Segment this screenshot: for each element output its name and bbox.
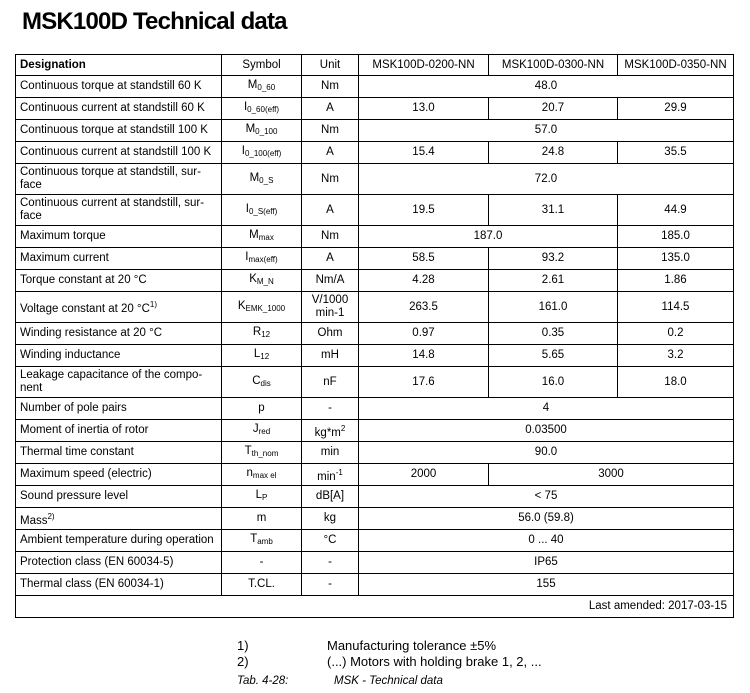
symbol-subscript: 12 (261, 330, 271, 339)
value-cell: 2000 (359, 464, 489, 486)
unit-text: - (328, 578, 332, 590)
unit-text: Nm (321, 124, 339, 136)
symbol-cell (222, 292, 302, 323)
unit-text: A (326, 102, 334, 114)
symbol-cell (222, 345, 302, 367)
designation-text: Moment of inertia of rotor (20, 424, 149, 436)
value-cell: 18.0 (618, 367, 734, 398)
designation-text: Continuous torque at standstill 60 K (20, 80, 202, 92)
unit-cell (302, 486, 359, 508)
designation-text: Number of pole pairs (20, 402, 127, 414)
table-header-row (16, 55, 734, 76)
unit-text: kg*m (314, 426, 341, 439)
symbol-subscript: P (262, 493, 268, 502)
designation-text: Voltage constant at 20 °C (20, 303, 150, 315)
value-cell: 56.0 (59.8) (359, 508, 734, 530)
designation-cell (16, 574, 222, 596)
value-cell: 35.5 (618, 142, 734, 164)
symbol-subscript: 0_S (259, 175, 274, 185)
symbol-cell (222, 323, 302, 345)
symbol-subscript: 0_60 (257, 83, 276, 92)
table-row (16, 270, 734, 292)
unit-cell (302, 530, 359, 552)
table-row (16, 164, 734, 195)
table-row (16, 464, 734, 486)
unit-cell: V/1000 min-1 (302, 292, 359, 323)
unit-cell (302, 195, 359, 226)
symbol-main: T.CL. (248, 578, 275, 590)
value-cell: 114.5 (618, 292, 734, 323)
designation-text: Continuous torque at standstill 100 K (20, 124, 208, 136)
header-model-0300: MSK100D-0300-NN (489, 55, 618, 76)
value-cell: 185.0 (618, 226, 734, 248)
value-cell: 0.97 (359, 323, 489, 345)
unit-text: Nm (321, 172, 339, 185)
value-cell: 2.61 (489, 270, 618, 292)
table-row (16, 323, 734, 345)
table-row (16, 574, 734, 596)
symbol-main: M (245, 123, 256, 135)
symbol-main: T (244, 445, 252, 457)
value-cell: 19.5 (359, 195, 489, 226)
symbol-main: - (259, 556, 264, 568)
unit-text: nF (323, 375, 337, 388)
value-cell: 161.0 (489, 292, 618, 323)
header-model-0200: MSK100D-0200-NN (359, 55, 489, 76)
symbol-cell (222, 464, 302, 486)
designation-cell (16, 120, 222, 142)
designation-cell (16, 270, 222, 292)
value-cell: 24.8 (489, 142, 618, 164)
table-row (16, 398, 734, 420)
value-cell: 0 ... 40 (359, 530, 734, 552)
table-row (16, 292, 734, 323)
designation-cell (16, 398, 222, 420)
symbol-subscript: 12 (260, 352, 270, 361)
header-unit: Unit (302, 55, 359, 76)
unit-cell (302, 552, 359, 574)
symbol-subscript: 0_100(eff) (244, 149, 282, 158)
symbol-main: M (247, 79, 258, 91)
unit-cell (302, 420, 359, 442)
footnotes (237, 638, 542, 670)
value-cell: 5.65 (489, 345, 618, 367)
symbol-subscript: amb (257, 537, 273, 546)
caption-label: Tab. 4-28: (237, 675, 289, 687)
table-row (16, 248, 734, 270)
symbol-main: L (253, 348, 261, 360)
value-cell: 1.86 (618, 270, 734, 292)
table-row (16, 508, 734, 530)
value-cell: 135.0 (618, 248, 734, 270)
value-cell: 17.6 (359, 367, 489, 398)
symbol-cell (222, 398, 302, 420)
symbol-cell (222, 195, 302, 226)
unit-text: Nm/A (315, 274, 345, 286)
designation-text: Mass (20, 514, 48, 527)
unit-text: kg (323, 512, 337, 524)
designation-text: Ambient temperature during operation (20, 534, 214, 546)
unit-text: dB[A] (315, 490, 345, 502)
unit-text: Nm (321, 80, 339, 92)
unit-text: Nm (321, 230, 339, 242)
symbol-main: K (237, 299, 246, 312)
footnote-marker: 1) (149, 300, 158, 309)
unit-superscript: 2 (340, 423, 346, 433)
symbol-cell (222, 574, 302, 596)
unit-cell (302, 76, 359, 98)
symbol-subscript: EMK_1000 (245, 303, 286, 313)
header-model-0350: MSK100D-0350-NN (618, 55, 734, 76)
designation-text: Sound pressure level (20, 490, 129, 502)
symbol-cell (222, 248, 302, 270)
designation-text: Continuous current at standstill 100 K (20, 146, 212, 158)
designation-cell (16, 226, 222, 248)
value-cell: 263.5 (359, 292, 489, 323)
unit-cell (302, 120, 359, 142)
table-row (16, 420, 734, 442)
footnote-1 (237, 638, 542, 654)
value-cell: 0.2 (618, 323, 734, 345)
value-cell: 15.4 (359, 142, 489, 164)
value-cell: 48.0 (359, 76, 734, 98)
symbol-main: T (250, 533, 258, 545)
footnote-2 (237, 654, 542, 670)
value-cell: 4 (359, 398, 734, 420)
symbol-cell (222, 420, 302, 442)
designation-text: Thermal class (EN 60034-1) (20, 578, 164, 590)
designation-cell (16, 248, 222, 270)
footnote-number: 1) (237, 638, 249, 653)
designation-text: Maximum torque (20, 230, 106, 242)
value-cell: < 75 (359, 486, 734, 508)
unit-text: A (326, 146, 334, 158)
designation-cell (16, 486, 222, 508)
symbol-main: R (252, 326, 262, 338)
symbol-subscript: max(eff) (248, 255, 278, 264)
value-cell: 0.03500 (359, 420, 734, 442)
last-amended: Last amended: 2017-03-15 (16, 596, 734, 618)
value-cell: 4.28 (359, 270, 489, 292)
value-cell: 20.7 (489, 98, 618, 120)
unit-cell (302, 164, 359, 195)
symbol-main: M (249, 229, 259, 241)
unit-cell (302, 464, 359, 486)
symbol-main: n (246, 467, 253, 479)
symbol-subscript: M_N (256, 277, 274, 286)
symbol-subscript: 0_60(eff) (247, 105, 280, 114)
technical-data-table (15, 54, 734, 618)
symbol-subscript: 0_100 (255, 127, 278, 136)
footnote-number: 2) (237, 654, 249, 669)
symbol-subscript: max el (252, 471, 277, 480)
symbol-main: I (243, 101, 248, 113)
designation-text: Torque constant at 20 °C (20, 274, 147, 286)
symbol-subscript: red (258, 427, 271, 436)
unit-text: A (326, 252, 334, 264)
unit-cell (302, 574, 359, 596)
designation-cell (16, 142, 222, 164)
value-cell: 57.0 (359, 120, 734, 142)
designation-cell (16, 442, 222, 464)
designation-cell (16, 76, 222, 98)
symbol-subscript: max (258, 233, 274, 242)
unit-cell (302, 345, 359, 367)
table-row (16, 345, 734, 367)
symbol-main: K (249, 273, 257, 285)
designation-cell (16, 345, 222, 367)
unit-cell (302, 508, 359, 530)
designation-text: Winding inductance (20, 349, 121, 361)
table-row (16, 367, 734, 398)
unit-text: min (320, 446, 340, 458)
designation-cell (16, 464, 222, 486)
unit-cell (302, 398, 359, 420)
unit-text: Ohm (317, 327, 343, 339)
designation-cell (16, 292, 222, 323)
symbol-cell (222, 530, 302, 552)
symbol-cell (222, 552, 302, 574)
value-cell: 72.0 (359, 164, 734, 195)
value-cell: 3.2 (618, 345, 734, 367)
symbol-main: M (249, 171, 260, 184)
symbol-main: I (245, 202, 249, 215)
footnote-text: (...) Motors with holding brake 1, 2, ... (327, 654, 542, 669)
unit-text: min (317, 470, 336, 483)
designation-cell (16, 530, 222, 552)
table-row (16, 98, 734, 120)
value-cell: IP65 (359, 552, 734, 574)
unit-text: mH (321, 349, 339, 361)
value-cell: 44.9 (618, 195, 734, 226)
unit-cell (302, 226, 359, 248)
symbol-subscript: th_nom (251, 449, 279, 458)
symbol-cell (222, 367, 302, 398)
unit-cell (302, 367, 359, 398)
unit-cell (302, 442, 359, 464)
unit-text: - (328, 402, 332, 414)
unit-cell (302, 323, 359, 345)
symbol-cell (222, 508, 302, 530)
value-cell: 93.2 (489, 248, 618, 270)
symbol-cell (222, 226, 302, 248)
page-title: MSK100D Technical data (22, 8, 287, 35)
designation-cell (16, 98, 222, 120)
symbol-cell (222, 120, 302, 142)
unit-cell (302, 248, 359, 270)
symbol-main: J (252, 423, 259, 435)
symbol-cell (222, 76, 302, 98)
value-cell: 3000 (489, 464, 734, 486)
value-cell: 13.0 (359, 98, 489, 120)
symbol-cell (222, 98, 302, 120)
designation-cell (16, 552, 222, 574)
designation-cell: Continuous current at standstill, sur- face (16, 195, 222, 226)
designation-cell: Leakage capacitance of the compo- nent (16, 367, 222, 398)
symbol-main: m (256, 512, 267, 524)
table-row (16, 142, 734, 164)
unit-text: A (326, 203, 334, 216)
table-row (16, 76, 734, 98)
symbol-main: L (255, 489, 263, 501)
symbol-cell (222, 164, 302, 195)
table-row (16, 195, 734, 226)
value-cell: 16.0 (489, 367, 618, 398)
designation-text: Thermal time constant (20, 446, 134, 458)
value-cell: 14.8 (359, 345, 489, 367)
table-row (16, 120, 734, 142)
caption-text: MSK - Technical data (334, 675, 443, 687)
symbol-cell (222, 486, 302, 508)
unit-superscript: -1 (335, 467, 343, 477)
value-cell: 187.0 (359, 226, 618, 248)
unit-text: - (328, 556, 332, 568)
table-row (16, 226, 734, 248)
value-cell: 58.5 (359, 248, 489, 270)
symbol-subscript: 0_S(eff) (248, 206, 278, 216)
designation-cell (16, 323, 222, 345)
designation-text: Maximum speed (electric) (20, 468, 152, 480)
designation-cell (16, 420, 222, 442)
designation-text: Continuous current at standstill 60 K (20, 102, 205, 114)
table-row (16, 552, 734, 574)
footnote-text: Manufacturing tolerance ±5% (327, 638, 497, 653)
designation-text: Protection class (EN 60034-5) (20, 556, 174, 568)
designation-cell (16, 508, 222, 530)
symbol-main: I (241, 145, 245, 157)
designation-text: Maximum current (20, 252, 109, 264)
symbol-cell (222, 270, 302, 292)
table-row (16, 486, 734, 508)
unit-cell (302, 98, 359, 120)
designation-cell: Continuous torque at standstill, sur- face (16, 164, 222, 195)
unit-cell (302, 142, 359, 164)
table-caption (237, 675, 443, 687)
header-symbol: Symbol (222, 55, 302, 76)
table-row (16, 442, 734, 464)
value-cell: 31.1 (489, 195, 618, 226)
symbol-cell (222, 142, 302, 164)
designation-text: Winding resistance at 20 °C (20, 327, 163, 339)
value-cell: 29.9 (618, 98, 734, 120)
unit-text: °C (323, 534, 337, 546)
table-row (16, 530, 734, 552)
value-cell: 0.35 (489, 323, 618, 345)
value-cell: 90.0 (359, 442, 734, 464)
unit-cell (302, 270, 359, 292)
symbol-main: C (252, 374, 261, 387)
symbol-subscript: dis (260, 378, 271, 388)
symbol-main: p (258, 402, 265, 414)
value-cell: 155 (359, 574, 734, 596)
footnote-marker: 2) (47, 511, 55, 521)
header-designation: Designation (16, 55, 222, 76)
symbol-cell (222, 442, 302, 464)
symbol-main: I (245, 251, 249, 263)
